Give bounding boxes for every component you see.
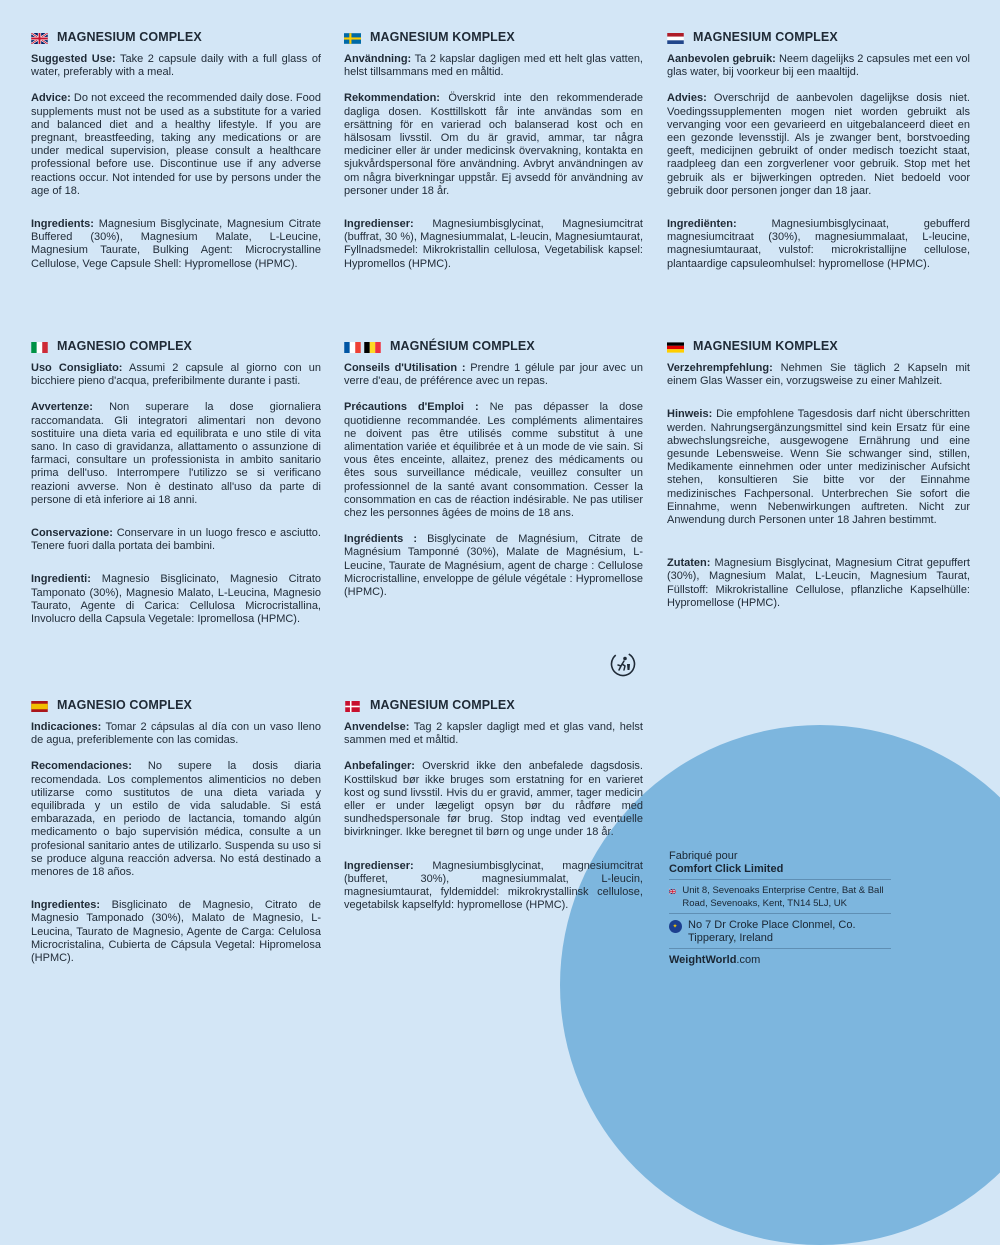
title-text: MAGNESIUM KOMPLEX (693, 339, 838, 354)
section-it (31, 340, 321, 639)
notice: Hinweis: Die empfohlene Tagesdosis darf nicht überschritten werden. Nahrungsergänzungsmittel sind kein Ersatz für eine abwechslungsreiche, ausgewogene Ernährung und eine gesunde Lebensweise. Wenn Sie schwanger sind, stillen, Medikamente einnehmen oder unter medizinischer Aufsicht stehen, konsultieren Sie bitte vor der Einnahme medizinisches Fachpersonal. Unterbrechen Sie sofort die Einnahme, wenn Nebenwirkungen auftreten. Nicht zur Anwendung durch Personen unter 18 Jahren bestimmt. (667, 408, 970, 527)
section-de (667, 340, 970, 623)
flag-france-icon (344, 342, 361, 353)
usage: Anvendelse: Tag 2 kapsler dagligt med et glas vand, helst sammen med et måltid. (344, 721, 643, 747)
warnings: Avvertenze: Non superare la dose giornaliera raccomandata. Gli integratori alimentari non devono sostituire una dieta varia ed equilibrata e uno stile di vita sano. In caso di gravidanza, allattamento o assunzione di farmaci, consultare un professionista in ambito sanitario prima dell'uso. Interrompere l'utilizzo se si verificano reazioni avverse. Non è destinato all'uso da parte di persone di età inferiore ai 18 anni. (31, 401, 321, 506)
recommendations: Anbefalinger: Overskrid ikke den anbefalede dagsdosis. Kosttilskud bør ikke bruges som erstatning for en varieret kost og sund livsstil. Hvis du er gravid, ammer, tager medicin eller er under lægeligt opsyn bør du rådføre med sundhedspersonale før brug. Stop indtag ved eventuelle bivirkninger. Ikke beregnet til børn og unge under 18 år. (344, 760, 643, 839)
section-es (31, 699, 321, 978)
ingredients: Ingredienser: Magnesiumbisglycinat, Magnesiumcitrat (buffrat, 30 %), Magnesiummalat, L-leucin, Magnesiumtaurat, Fyllnadsmedel: Mikrokristallin cellulosa, Vegetabilisk kapsel: Hypromellos (HPMC). (344, 218, 643, 270)
section-nl (667, 31, 970, 284)
divider (669, 913, 891, 914)
divider (669, 879, 891, 880)
uk-address-row (669, 885, 891, 910)
section-title (667, 31, 970, 45)
section-title (31, 340, 321, 354)
usage: Verzehrempfehlung: Nehmen Sie täglich 2 Kapseln mit einem Glas Wasser ein, vorzugsweise zu einer Mahlzeit. (667, 362, 970, 388)
ingredients: Ingrediënten: Magnesiumbisglycinaat, gebufferd magnesiumcitraat (30%), magnesiummalaat, L-leucine, magnesiumtauraat, vulstof: microkristallijne cellulose, plantaardige capsuleomhulsel: hypromellose (HPMC). (667, 218, 970, 270)
title-text: MAGNESIO COMPLEX (57, 339, 192, 354)
ie-address: No 7 Dr Croke Place Clonmel, Co. Tipperary, Ireland (688, 919, 856, 944)
flag-denmark-icon (344, 701, 361, 712)
section-title (667, 340, 970, 354)
title-text: MAGNESIUM COMPLEX (370, 698, 515, 713)
flags-group (344, 342, 381, 353)
section-fr (344, 340, 643, 612)
usage: Uso Consigliato: Assumi 2 capsule al giorno con un bicchiere pieno d'acqua, preferibilmente durante i pasti. (31, 362, 321, 388)
recommendation: Rekommendation: Överskrid inte den rekommenderade dagliga dosen. Kosttillskott får inte användas som en ersättning för en varierad och balanserad kost och en hälsosam livsstil. Om du är gravid, ammar, tar några mediciner eller är under medicinsk övervakning, kontakta en sjukvårdspersonal före användning. Avbryt användningen av om några biverkningar uppstår. Ej avsedd för användning av personer under 18 år. (344, 92, 643, 197)
ingredients: Ingredienti: Magnesio Bisglicinato, Magnesio Citrato Tamponato (30%), Magnesio Malato, L-Leucina, Magnesio Taurato, Agente di Carica: Cellulosa Microcristallina, Involucro della Capsula Vegetale: Ipromellosa (HPMC). (31, 573, 321, 626)
uk-address: Unit 8, Sevenoaks Enterprise Centre, Bat & Ball Road, Sevenoaks, Kent, TN14 5LJ, UK (682, 885, 884, 909)
flag-spain-icon (31, 701, 48, 712)
website-brand: WeightWorld (669, 954, 737, 966)
website-tld: .com (736, 954, 761, 966)
section-title (344, 340, 643, 354)
flag-sweden-icon (344, 33, 361, 44)
ingredients: Zutaten: Magnesium Bisglycinat, Magnesium Citrat gepuffert (30%), Magnesium Malat, L-Leucin, Magnesium Taurat, Füllstoff: Mikrokristalline Cellulose, pflanzliche Kapselhülle: Hypromellose (HPMC). (667, 557, 970, 609)
title-text: MAGNESIUM COMPLEX (57, 30, 202, 45)
indications: Indicaciones: Tomar 2 cápsulas al día con un vaso lleno de agua, preferiblemente con las comidas. (31, 721, 321, 747)
section-en (31, 31, 321, 284)
recommendations: Recomendaciones: No supere la dosis diaria recomendada. Los complementos alimenticios no deben utilizarse como sustitutos de una dieta variada y equilibrada y un estilo de vida saludable. Si está embarazada, en periodo de lactancia, tomando algún medicamento o bajo supervisión médica, consulte a un profesional sanitario antes de utilizarlo. Suspenda su uso si se produce alguna reacción adversa. No está destinado a menores de 18 años. (31, 760, 321, 879)
ingredients: Ingredienser: Magnesiumbisglycinat, magnesiumcitrat (bufferet, 30%), magnesiummalat, L-leucin, magnesiumtaurat, fyldemiddel: mikrokrystallinsk cellulose, vegetabilsk kapselfyld: hypromellose (HPMC). (344, 859, 643, 912)
ingredients: Ingredients: Magnesium Bisglycinate, Magnesium Citrate Buffered (30%), Magnesium Malate, L-Leucine, Magnesium Taurate, Bulking Agent: Microcrystalline Cellulose, Vege Capsule Shell: Hypromellose (HPMC). (31, 218, 321, 270)
flag-netherlands-icon (667, 33, 684, 44)
title-text: MAGNESIO COMPLEX (57, 698, 192, 713)
title-text: MAGNÉSIUM COMPLEX (390, 339, 535, 354)
usage: Användning: Ta 2 kapslar dagligen med ett helt glas vatten, helst tillsammans med en måltid. (344, 53, 643, 79)
flag-italy-icon (31, 342, 48, 353)
recommended-use: Aanbevolen gebruik: Neem dagelijks 2 capsules met een vol glas water, bij voorkeur bij een maaltijd. (667, 53, 970, 79)
advice: Advies: Overschrijd de aanbevolen dagelijkse dosis niet. Voedingssupplementen mogen niet worden gebruikt als vervanging voor een gevarieerd en uitgebalanceerd dieet en een gezonde levensstijl. Als je zwanger bent, borstvoeding geeft, medicijnen gebruikt of onder medisch toezicht staat, raadpleeg dan een zorgverlener voor gebruik. Stop met het gebruik als er bijwerkingen optreden. Niet bedoeld voor gebruik door personen jonger dan 18 jaar. (667, 92, 970, 197)
made-for-label: Fabriqué pour (669, 850, 738, 862)
section-title (31, 699, 321, 713)
section-title (344, 699, 643, 713)
flag-belgium-icon (364, 342, 381, 353)
title-text: MAGNESIUM COMPLEX (693, 30, 838, 45)
ingredients: Ingrédients : Bisglycinate de Magnésium, Citrate de Magnésium Tamponné (30%), Malate de Magnésium, L-Leucine, Taurate de Magnésium, agent de charge : Cellulose Microcristalline, enveloppe de gélule végétale : Hypromellose (HPMC). (344, 533, 643, 599)
usage: Conseils d'Utilisation : Prendre 1 gélule par jour avec un verre d'eau, de préférence avec un repas. (344, 362, 643, 388)
section-title (344, 31, 643, 45)
ie-address-row (669, 919, 891, 945)
company-name: Comfort Click Limited (669, 863, 784, 875)
section-da (344, 699, 643, 925)
storage: Conservazione: Conservare in un luogo fresco e asciutto. Tenere fuori dalla portata dei bambini. (31, 527, 321, 553)
flag-germany-icon (667, 342, 684, 353)
suggested-use: Suggested Use: Take 2 capsule daily with a full glass of water, preferably with a meal. (31, 53, 321, 79)
flag-uk-icon (669, 887, 676, 896)
section-sv (344, 31, 643, 284)
precautions: Précautions d'Emploi : Ne pas dépasser la dose quotidienne recommandée. Les compléments alimentaires ne doivent pas être utilisés comme substitut à une alimentation variée et équilibrée et à un mode de vie sain. Si vous êtes enceinte, allaitez, prenez des médicaments ou êtes sous surveillance médicale, veuillez consulter un professionnel de la santé avant consommation. Cesser la consommation en cas de réaction indésirable. Ne pas utiliser chez les personnes âgées de moins de 18 ans. (344, 401, 643, 520)
tidy-man-recycle-icon (610, 651, 636, 677)
manufacturer-info (669, 850, 891, 966)
divider (669, 948, 891, 949)
eu-flag-icon (669, 920, 682, 933)
section-title (31, 31, 321, 45)
flag-uk-icon (31, 33, 48, 44)
website[interactable] (669, 954, 891, 966)
ingredients: Ingredientes: Bisglicinato de Magnesio, Citrato de Magnesio Tamponado (30%), Malato de Magnesio, L-Leucina, Taurato de Magnesio, Agente de Carga: Celulosa Microcristalina, Cubierta de Cápsula Vegetal: Hipromelosa (HPMC). (31, 899, 321, 965)
advice: Advice: Do not exceed the recommended daily dose. Food supplements must not be used as a substitute for a varied and balanced diet and a healthy lifestyle. If you are pregnant, breastfeeding, taking any medications or are under medical supervision, please consult a healthcare professional before use. Discontinue use if any adverse reactions occur. Not intended for use by persons under the age of 18. (31, 92, 321, 197)
title-text: MAGNESIUM KOMPLEX (370, 30, 515, 45)
